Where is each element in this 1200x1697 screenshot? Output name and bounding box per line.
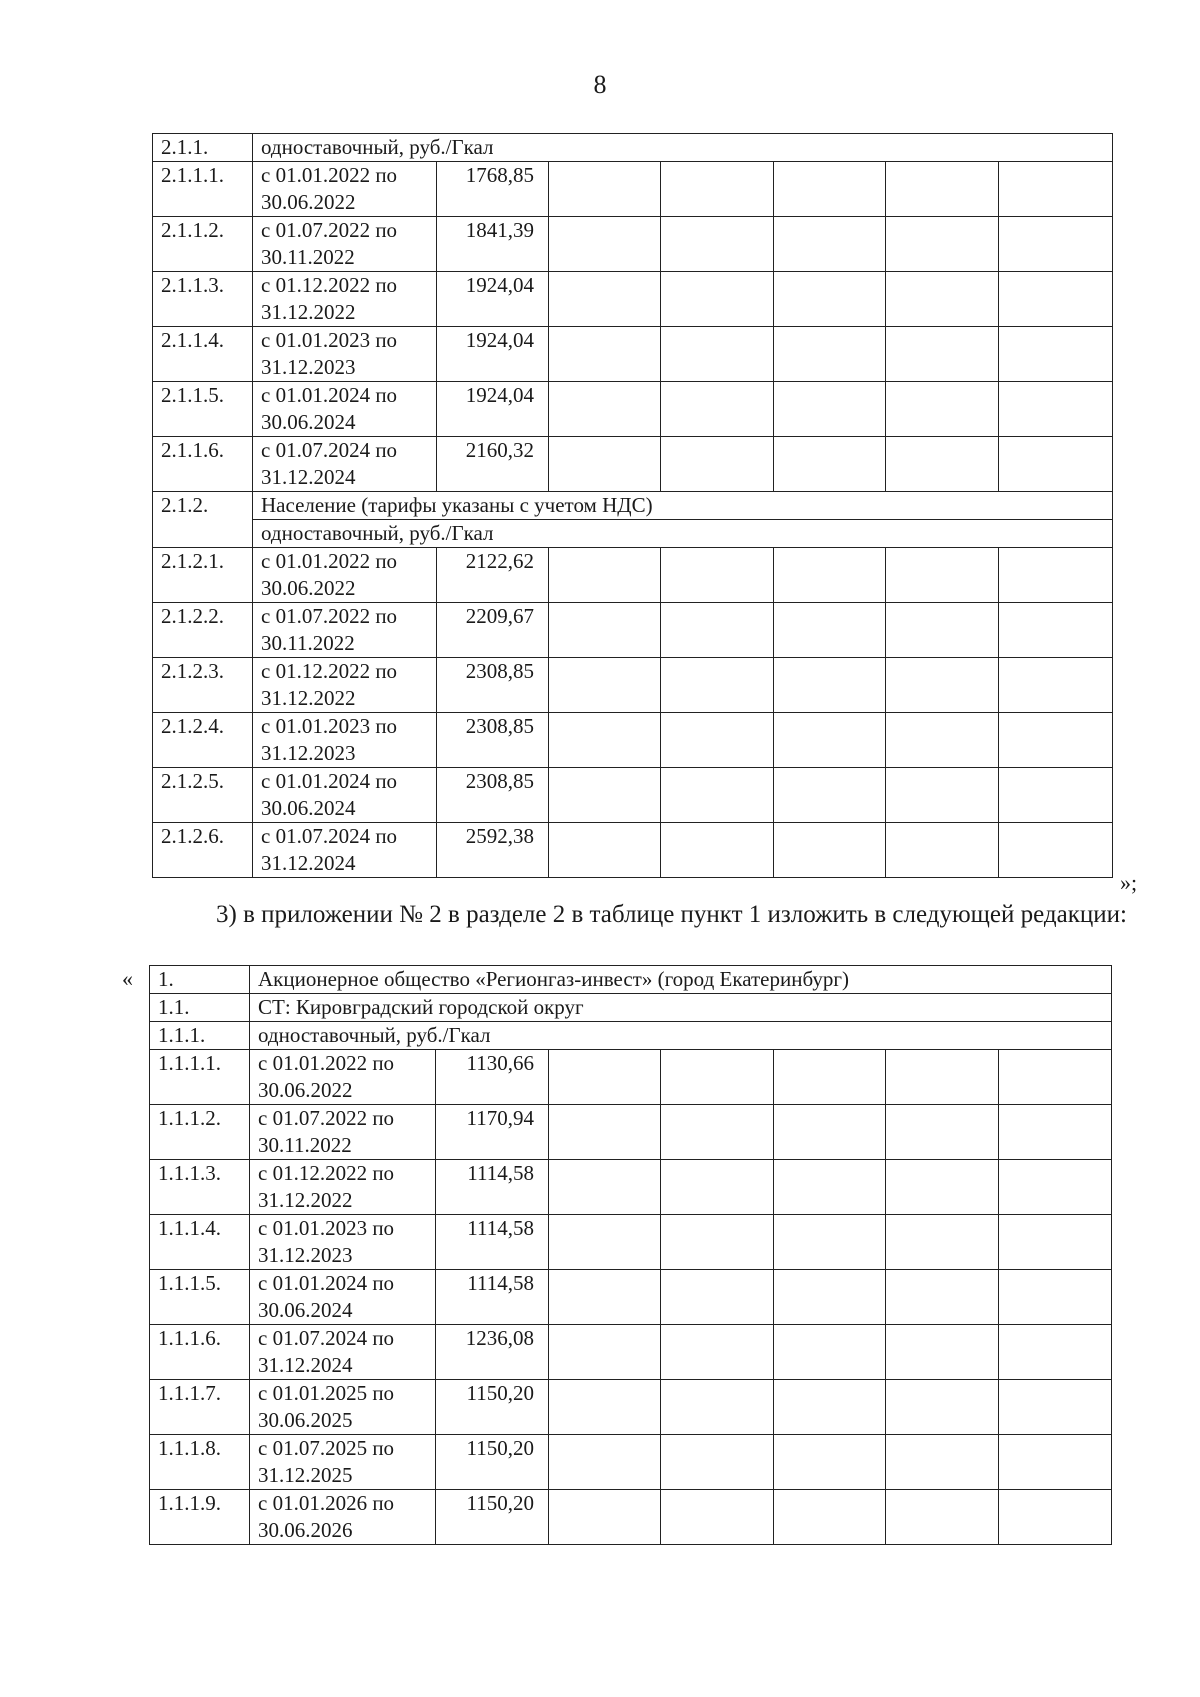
group-title: Акционерное общество «Регионгаз-инвест» (город Екатеринбург) [250, 966, 1112, 994]
row-number: 2.1.1.1. [153, 162, 253, 217]
empty-cell [661, 1215, 774, 1270]
table-row [153, 217, 1113, 272]
period-start: с 01.07.2025 по [258, 1436, 395, 1460]
table-row [150, 1022, 1112, 1050]
table-row [153, 492, 1113, 520]
row-number: 2.1.2.4. [153, 713, 253, 768]
tariff-value: 1924,04 [437, 327, 549, 382]
empty-cell [774, 217, 886, 272]
empty-cell [999, 1105, 1112, 1160]
period-cell [250, 1050, 436, 1105]
empty-cell [886, 272, 999, 327]
tariff-value: 2308,85 [437, 713, 549, 768]
tariff-value: 2308,85 [437, 658, 549, 713]
empty-cell [999, 1270, 1112, 1325]
period-start: с 01.01.2022 по [258, 1051, 395, 1075]
empty-cell [886, 1435, 999, 1490]
period-cell [253, 768, 437, 823]
row-number: 2.1.2.5. [153, 768, 253, 823]
table-row [150, 1380, 1112, 1435]
period-end: 31.12.2023 [261, 355, 356, 379]
empty-cell [661, 823, 774, 878]
empty-cell [999, 437, 1113, 492]
tariff-value: 2209,67 [437, 603, 549, 658]
empty-cell [886, 1050, 999, 1105]
empty-cell [999, 1325, 1112, 1380]
row-number: 1. [150, 966, 250, 994]
empty-cell [774, 603, 886, 658]
empty-cell [661, 1105, 774, 1160]
table-row [153, 713, 1113, 768]
table-row [153, 520, 1113, 548]
empty-cell [774, 1105, 886, 1160]
empty-cell [886, 162, 999, 217]
row-number: 1.1.1.5. [150, 1270, 250, 1325]
row-number: 2.1.1.4. [153, 327, 253, 382]
period-end: 31.12.2022 [258, 1188, 353, 1212]
empty-cell [661, 1160, 774, 1215]
empty-cell [774, 1380, 886, 1435]
empty-cell [774, 1215, 886, 1270]
period-start: с 01.01.2024 по [261, 383, 398, 407]
period-cell [250, 1490, 436, 1545]
period-cell [253, 217, 437, 272]
empty-cell [999, 162, 1113, 217]
tariff-value: 1114,58 [436, 1270, 549, 1325]
period-end: 30.06.2024 [261, 410, 356, 434]
table-row [153, 382, 1113, 437]
empty-cell [886, 382, 999, 437]
period-cell [250, 1215, 436, 1270]
empty-cell [549, 1105, 661, 1160]
row-number: 2.1.2. [153, 492, 253, 548]
empty-cell [774, 1325, 886, 1380]
table-row [150, 1435, 1112, 1490]
tariff-value: 2592,38 [437, 823, 549, 878]
period-end: 31.12.2024 [261, 465, 356, 489]
period-end: 31.12.2025 [258, 1463, 353, 1487]
empty-cell [549, 1160, 661, 1215]
period-cell [253, 658, 437, 713]
empty-cell [774, 1270, 886, 1325]
period-end: 30.06.2022 [261, 576, 356, 600]
table-row [150, 1270, 1112, 1325]
table-row [150, 1325, 1112, 1380]
empty-cell [661, 272, 774, 327]
empty-cell [661, 1435, 774, 1490]
period-start: с 01.01.2022 по [261, 549, 398, 573]
empty-cell [886, 548, 999, 603]
period-cell [253, 382, 437, 437]
row-number: 1.1.1.6. [150, 1325, 250, 1380]
empty-cell [999, 1435, 1112, 1490]
period-start: с 01.12.2022 по [261, 273, 398, 297]
table-row [150, 966, 1112, 994]
empty-cell [661, 658, 774, 713]
group-title: Население (тарифы указаны с учетом НДС) [253, 492, 1113, 520]
empty-cell [999, 327, 1113, 382]
empty-cell [886, 823, 999, 878]
closing-quote: »; [1120, 870, 1138, 895]
empty-cell [774, 548, 886, 603]
empty-cell [549, 1325, 661, 1380]
empty-cell [886, 1105, 999, 1160]
row-number: 2.1.2.6. [153, 823, 253, 878]
table-row [153, 658, 1113, 713]
empty-cell [886, 768, 999, 823]
amendment-paragraph: 3) в приложении № 2 в разделе 2 в таблице пункт 1 изложить в следующей редакции: [216, 901, 1127, 928]
period-cell [253, 437, 437, 492]
tariff-value: 1841,39 [437, 217, 549, 272]
tariff-value: 1150,20 [436, 1380, 549, 1435]
period-end: 30.06.2025 [258, 1408, 353, 1432]
empty-cell [999, 382, 1113, 437]
period-end: 31.12.2023 [258, 1243, 353, 1267]
period-start: с 01.01.2023 по [261, 714, 398, 738]
empty-cell [549, 217, 661, 272]
empty-cell [774, 713, 886, 768]
tariff-value: 2122,62 [437, 548, 549, 603]
group-title: СТ: Кировградский городской округ [250, 994, 1112, 1022]
table-row [153, 603, 1113, 658]
period-end: 31.12.2023 [261, 741, 356, 765]
period-start: с 01.01.2024 по [258, 1271, 395, 1295]
period-end: 30.06.2026 [258, 1518, 353, 1542]
empty-cell [774, 327, 886, 382]
empty-cell [886, 1270, 999, 1325]
row-number: 1.1.1.9. [150, 1490, 250, 1545]
period-start: с 01.07.2022 по [261, 218, 398, 242]
period-start: с 01.01.2024 по [261, 769, 398, 793]
row-number: 1.1. [150, 994, 250, 1022]
empty-cell [999, 603, 1113, 658]
period-cell [253, 548, 437, 603]
row-number: 1.1.1.1. [150, 1050, 250, 1105]
empty-cell [774, 162, 886, 217]
empty-cell [549, 823, 661, 878]
period-cell [253, 327, 437, 382]
row-number: 2.1.1.5. [153, 382, 253, 437]
empty-cell [999, 217, 1113, 272]
table-row [153, 327, 1113, 382]
row-number: 1.1.1.7. [150, 1380, 250, 1435]
empty-cell [999, 1215, 1112, 1270]
tariff-value: 1130,66 [436, 1050, 549, 1105]
table-row [153, 162, 1113, 217]
table-row [153, 272, 1113, 327]
empty-cell [774, 1490, 886, 1545]
table-row [153, 823, 1113, 878]
table-row [150, 1050, 1112, 1105]
tariff-value: 1114,58 [436, 1215, 549, 1270]
empty-cell [661, 713, 774, 768]
period-cell [253, 162, 437, 217]
tariff-value: 1924,04 [437, 382, 549, 437]
period-cell [253, 272, 437, 327]
empty-cell [999, 823, 1113, 878]
table-row [150, 1490, 1112, 1545]
empty-cell [549, 1050, 661, 1105]
period-cell [253, 713, 437, 768]
empty-cell [886, 1490, 999, 1545]
period-start: с 01.07.2024 по [258, 1326, 395, 1350]
table-row [150, 1215, 1112, 1270]
empty-cell [999, 272, 1113, 327]
empty-cell [661, 162, 774, 217]
row-number: 1.1.1.8. [150, 1435, 250, 1490]
empty-cell [886, 1325, 999, 1380]
period-start: с 01.07.2022 по [261, 604, 398, 628]
table-row [150, 994, 1112, 1022]
empty-cell [549, 437, 661, 492]
empty-cell [661, 1325, 774, 1380]
empty-cell [999, 658, 1113, 713]
period-cell [250, 1325, 436, 1380]
period-end: 30.06.2022 [261, 190, 356, 214]
tariff-value: 2160,32 [437, 437, 549, 492]
empty-cell [886, 327, 999, 382]
table-row [150, 1105, 1112, 1160]
period-start: с 01.01.2023 по [261, 328, 398, 352]
empty-cell [549, 1435, 661, 1490]
empty-cell [774, 768, 886, 823]
period-cell [250, 1105, 436, 1160]
period-end: 31.12.2024 [258, 1353, 353, 1377]
empty-cell [886, 1215, 999, 1270]
empty-cell [661, 603, 774, 658]
period-start: с 01.07.2022 по [258, 1106, 395, 1130]
period-cell [253, 603, 437, 658]
period-cell [250, 1270, 436, 1325]
group-subtitle: одноставочный, руб./Гкал [253, 520, 1113, 548]
empty-cell [549, 603, 661, 658]
period-cell [250, 1435, 436, 1490]
empty-cell [999, 1380, 1112, 1435]
period-end: 30.06.2024 [258, 1298, 353, 1322]
tariff-table-1 [152, 133, 1113, 878]
row-number: 2.1.2.2. [153, 603, 253, 658]
empty-cell [661, 1270, 774, 1325]
table-row [153, 768, 1113, 823]
tariff-value: 1236,08 [436, 1325, 549, 1380]
empty-cell [999, 1490, 1112, 1545]
period-start: с 01.12.2022 по [261, 659, 398, 683]
empty-cell [661, 327, 774, 382]
period-cell [253, 823, 437, 878]
empty-cell [774, 272, 886, 327]
period-start: с 01.01.2025 по [258, 1381, 395, 1405]
empty-cell [886, 658, 999, 713]
empty-cell [886, 713, 999, 768]
empty-cell [886, 217, 999, 272]
period-start: с 01.07.2024 по [261, 438, 398, 462]
table-row [150, 1160, 1112, 1215]
empty-cell [999, 768, 1113, 823]
empty-cell [886, 437, 999, 492]
empty-cell [886, 603, 999, 658]
empty-cell [549, 272, 661, 327]
period-start: с 01.01.2026 по [258, 1491, 395, 1515]
row-number: 2.1.1.6. [153, 437, 253, 492]
empty-cell [661, 382, 774, 437]
period-cell [250, 1380, 436, 1435]
row-number: 2.1.2.3. [153, 658, 253, 713]
period-start: с 01.01.2023 по [258, 1216, 395, 1240]
empty-cell [549, 1380, 661, 1435]
period-start: с 01.12.2022 по [258, 1161, 395, 1185]
empty-cell [774, 1435, 886, 1490]
empty-cell [999, 548, 1113, 603]
period-start: с 01.07.2024 по [261, 824, 398, 848]
empty-cell [661, 1490, 774, 1545]
row-number: 1.1.1.2. [150, 1105, 250, 1160]
period-end: 30.06.2024 [261, 796, 356, 820]
empty-cell [549, 548, 661, 603]
empty-cell [774, 1160, 886, 1215]
table-row [153, 134, 1113, 162]
empty-cell [549, 1215, 661, 1270]
empty-cell [661, 217, 774, 272]
empty-cell [774, 1050, 886, 1105]
empty-cell [549, 162, 661, 217]
empty-cell [886, 1160, 999, 1215]
period-end: 31.12.2022 [261, 300, 356, 324]
tariff-value: 1170,94 [436, 1105, 549, 1160]
tariff-table-2 [149, 965, 1112, 1545]
row-number: 1.1.1.4. [150, 1215, 250, 1270]
row-number: 2.1.1. [153, 134, 253, 162]
group-title: одноставочный, руб./Гкал [250, 1022, 1112, 1050]
empty-cell [661, 1380, 774, 1435]
table-row [153, 548, 1113, 603]
empty-cell [549, 768, 661, 823]
row-number: 2.1.1.2. [153, 217, 253, 272]
empty-cell [549, 1270, 661, 1325]
empty-cell [774, 382, 886, 437]
empty-cell [886, 1380, 999, 1435]
period-end: 30.11.2022 [261, 631, 355, 655]
tariff-value: 1768,85 [437, 162, 549, 217]
tariff-value: 1114,58 [436, 1160, 549, 1215]
tariff-value: 1150,20 [436, 1435, 549, 1490]
period-end: 30.11.2022 [258, 1133, 352, 1157]
period-end: 31.12.2024 [261, 851, 356, 875]
tariff-value: 1924,04 [437, 272, 549, 327]
empty-cell [661, 437, 774, 492]
empty-cell [549, 713, 661, 768]
empty-cell [549, 1490, 661, 1545]
period-end: 30.06.2022 [258, 1078, 353, 1102]
empty-cell [999, 713, 1113, 768]
empty-cell [774, 437, 886, 492]
table-row [153, 437, 1113, 492]
empty-cell [661, 768, 774, 823]
period-start: с 01.01.2022 по [261, 163, 398, 187]
group-title: одноставочный, руб./Гкал [253, 134, 1113, 162]
empty-cell [999, 1050, 1112, 1105]
empty-cell [549, 327, 661, 382]
tariff-value: 2308,85 [437, 768, 549, 823]
row-number: 1.1.1.3. [150, 1160, 250, 1215]
period-cell [250, 1160, 436, 1215]
row-number: 2.1.1.3. [153, 272, 253, 327]
empty-cell [774, 823, 886, 878]
empty-cell [661, 1050, 774, 1105]
period-end: 30.11.2022 [261, 245, 355, 269]
row-number: 2.1.2.1. [153, 548, 253, 603]
period-end: 31.12.2022 [261, 686, 356, 710]
tariff-value: 1150,20 [436, 1490, 549, 1545]
empty-cell [661, 548, 774, 603]
empty-cell [774, 658, 886, 713]
row-number: 1.1.1. [150, 1022, 250, 1050]
empty-cell [549, 382, 661, 437]
opening-quote: « [122, 966, 133, 991]
empty-cell [549, 658, 661, 713]
page-number: 8 [593, 70, 607, 99]
empty-cell [999, 1160, 1112, 1215]
